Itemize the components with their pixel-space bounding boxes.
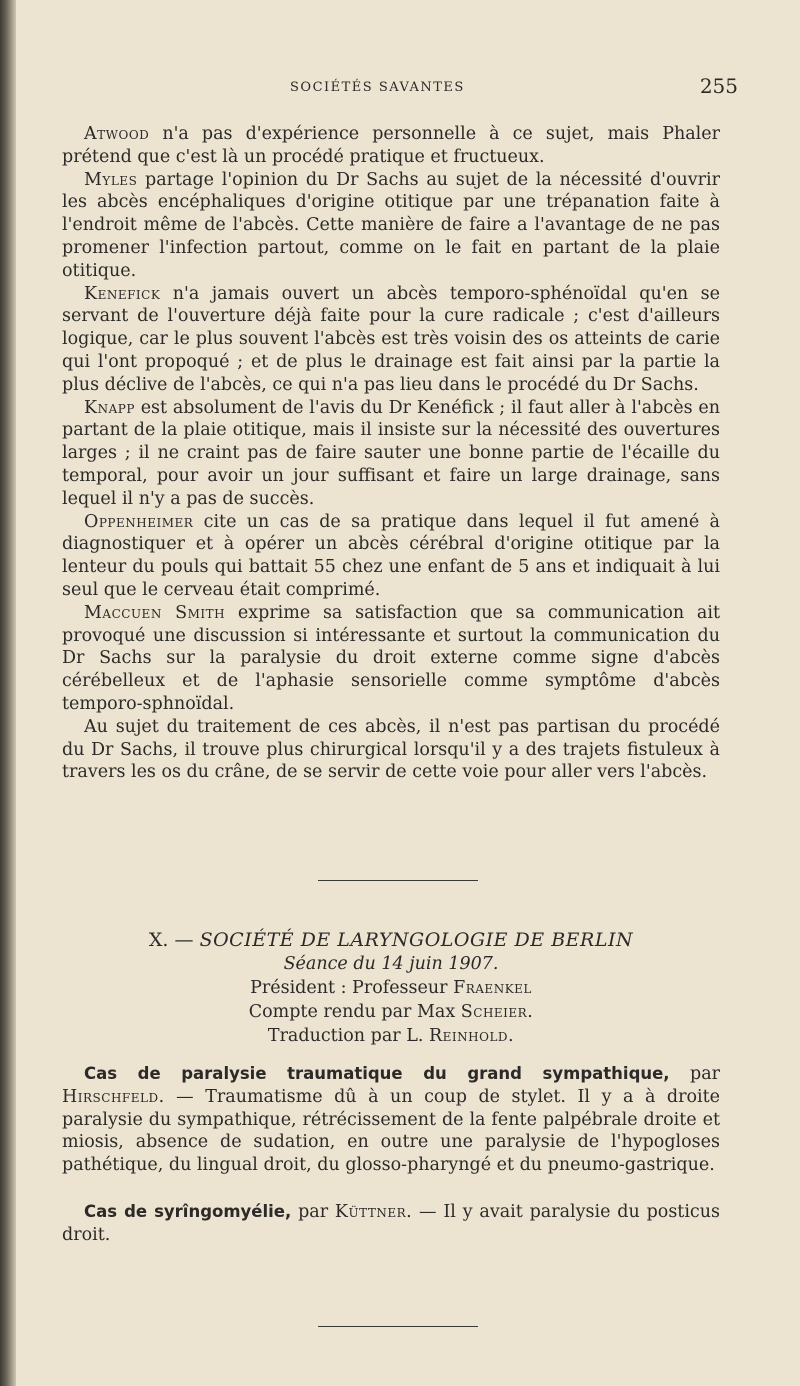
section-divider (318, 1326, 478, 1327)
speaker-name: Atwood (84, 124, 150, 144)
paragraph-text: partage l'opinion du Dr Sachs au sujet de la nécessité d'ouvrir les abcès encéphaliques d'origine otitique par une trépanation faite à l'endroit même de l'abcès. Cette manière de faire a l'avantage de ne pas promener l'infection partout, comme on le fait en partant de la plaie otitique. (62, 169, 720, 281)
speaker-name: Maccuen Smith (84, 602, 226, 623)
case-report (62, 1201, 720, 1247)
spacer (62, 1177, 720, 1201)
society-name: SOCIÉTÉ DE LARYNGOLOGIE DE BERLIN (199, 929, 634, 951)
speaker-name: Knapp (84, 397, 135, 418)
paragraph (62, 602, 720, 716)
section-heading (62, 928, 720, 1048)
case-text: — Traumatisme dû à un coup de stylet. Il y a à droite paralysie du sympathique, rétrécissement de la fente palpébrale droite et miosis, absence de sudation, en outre une paralysie de l'hypogloses pathétique, du lingual droit, du glosso-pharyngé et du pneumo-gastrique. (62, 1086, 720, 1176)
paragraph (62, 716, 720, 784)
president-label: Président : Professeur (250, 978, 448, 998)
paragraph (62, 169, 720, 283)
president-line (62, 976, 720, 1000)
translation-line (62, 1024, 720, 1048)
paragraph-text: Au sujet du traitement de ces abcès, il n'est pas partisan du procédé du Dr Sachs, il trouve plus chirurgical lorsqu'il y a des trajets fistuleux à travers les os du crâne, de se servir de cette voie pour aller vers l'abcès. (62, 716, 720, 783)
paragraph-text: n'a jamais ouvert un abcès temporo-sphénoïdal qu'en se servant de l'ouverture déjà faite pour la cure radicale ; c'est d'ailleurs logique, car le plus souvent l'abcès est très voisin des os atteints de carie qui l'ont propoqué ; et de plus le drainage est fait ainsi par la partie la plus déclive de l'abcès, ce qui n'a pas lieu dans le procédé du Dr Sachs. (62, 283, 720, 395)
case-author: Küttner. (334, 1201, 413, 1222)
section-number: X. — (148, 929, 194, 951)
case-reports (62, 1063, 720, 1247)
section-title (62, 928, 720, 952)
page-number: 255 (699, 74, 738, 98)
section-divider (318, 880, 478, 881)
report-name: Scheier. (460, 1002, 534, 1022)
speaker-name: Kenefick (84, 283, 161, 304)
paragraph-text: exprime sa satisfaction que sa communication ait provoqué une discussion si intéressante et surtout la communication du Dr Sachs sur la paralysie du droit externe comme signe d'abcès cérébelleux et de l'aphasie sensorielle comme symptôme d'abcès temporo-sphnoïdal. (62, 602, 720, 714)
translation-name: Reinhold. (428, 1026, 515, 1046)
case-text: — Il y avait paralysie du posticus droit. (62, 1201, 720, 1245)
speaker-name: Myles (84, 169, 138, 190)
case-by: par (669, 1064, 720, 1084)
case-report (62, 1063, 720, 1177)
paragraph (62, 511, 720, 602)
meeting-date: Séance du 14 juin 1907. (283, 954, 499, 974)
page-header (290, 74, 738, 104)
paragraph (62, 123, 720, 169)
paragraph (62, 397, 720, 511)
case-title: Cas de syrîngomyélie, (84, 1201, 292, 1221)
report-label: Compte rendu par Max (248, 1002, 456, 1022)
case-title: Cas de paralysie traumatique du grand sympathique, (84, 1064, 670, 1083)
paragraph-text: cite un cas de sa pratique dans lequel il fut amené à diagnostiquer et à opérer un abcès cérébral d'origine otitique par la lenteur du pouls qui battait 55 chez une enfant de 5 ans et indiquait à lui seul que le cerveau était comprimé. (62, 511, 720, 600)
speaker-name: Oppenheimer (84, 511, 194, 532)
running-title: SOCIÉTÉS SAVANTES (290, 80, 465, 95)
president-name: Fraenkel (453, 978, 532, 998)
paragraph-text: n'a pas d'expérience personnelle à ce sujet, mais Phaler prétend que c'est là un procédé pratique et fructueux. (62, 124, 720, 167)
paragraph (62, 283, 720, 397)
case-by: par (291, 1201, 335, 1222)
discussion-text (62, 123, 720, 784)
case-author: Hirschfeld. (62, 1086, 165, 1107)
paragraph-text: est absolument de l'avis du Dr Kenéfick ; il faut aller à l'abcès en partant de la plaie otitique, mais il insiste sur la nécessité des ouvertures larges ; il ne craint pas de faire sauter une bonne partie de l'écaille du temporal, pour avoir un jour suffisant et faire un large drainage, sans lequel il n'y a pas de succès. (62, 397, 720, 509)
report-line (62, 1000, 720, 1024)
translation-label: Traduction par L. (267, 1026, 424, 1046)
